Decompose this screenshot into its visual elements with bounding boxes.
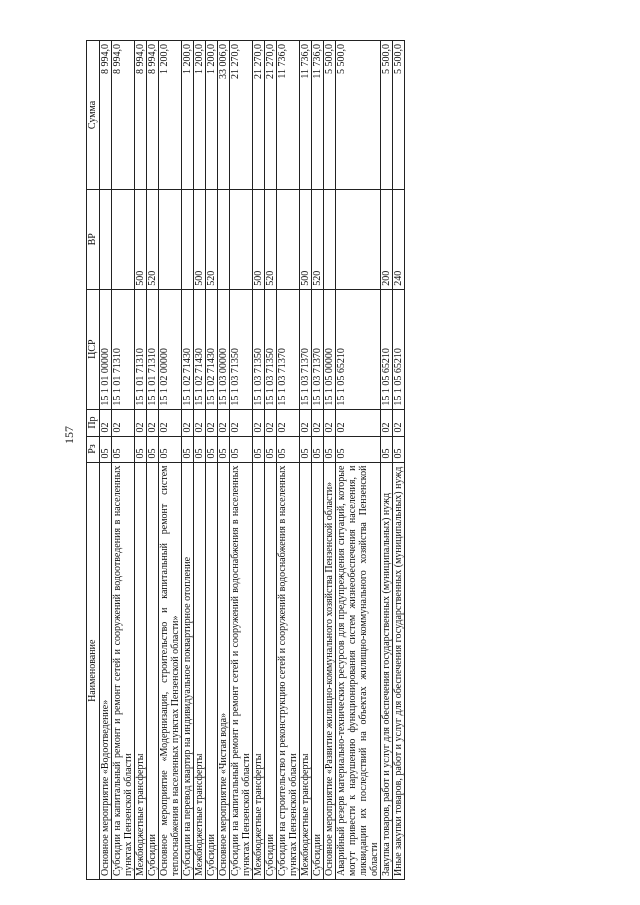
- cell-csr: 15 1 03 00000: [218, 289, 230, 409]
- cell-rz: 05: [100, 436, 112, 462]
- cell-csr: 15 1 03 71370: [312, 289, 324, 409]
- cell-sum: 11 736,0: [300, 41, 312, 190]
- cell-pr: 02: [393, 409, 405, 436]
- cell-vr: 240: [393, 189, 405, 289]
- cell-pr: 02: [159, 409, 182, 436]
- cell-rz: 05: [265, 436, 277, 462]
- cell-csr: 15 1 01 00000: [100, 289, 112, 409]
- cell-vr: [218, 189, 230, 289]
- cell-pr: 02: [253, 409, 265, 436]
- cell-rz: 05: [312, 436, 324, 462]
- cell-name: Основное мероприятие «Чистая вода»: [218, 462, 230, 879]
- table-row: [218, 41, 230, 880]
- cell-csr: 15 1 03 71370: [300, 289, 312, 409]
- cell-vr: [230, 189, 253, 289]
- cell-rz: 05: [194, 436, 206, 462]
- cell-vr: 520: [147, 189, 159, 289]
- cell-name: Межбюджетные трансферты: [194, 462, 206, 879]
- cell-name: Основное мероприятие «Развитие жилищно-коммунального хозяйства Пензенской области»: [324, 462, 336, 879]
- cell-rz: 05: [381, 436, 393, 462]
- cell-sum: 11 736,0: [277, 41, 300, 190]
- cell-csr: 15 1 03 71350: [230, 289, 253, 409]
- table-row: [135, 41, 147, 880]
- cell-name: Субсидии на перевод квартир на индивидуальное поквартирное отопление: [182, 462, 194, 879]
- cell-name: Субсидии на капитальный ремонт и ремонт сетей и сооружений водоснабжения в населенных пунктах Пензенской области: [230, 462, 253, 879]
- cell-rz: 05: [159, 436, 182, 462]
- table-row: [300, 41, 312, 880]
- header-pr: Пр: [87, 409, 100, 436]
- cell-vr: [159, 189, 182, 289]
- cell-sum: 1 200,0: [182, 41, 194, 190]
- cell-sum: 11 736,0: [312, 41, 324, 190]
- cell-name: Аварийный резерв материально-технических ресурсов для предупреждения ситуаций, которые могут привести к нарушению функционирования систем жизнеобеспечения населения, и ликвидации их последствий на объектах жилищно-коммунального хозяйства Пензенской области: [336, 462, 381, 879]
- cell-vr: 520: [312, 189, 324, 289]
- cell-pr: 02: [300, 409, 312, 436]
- cell-name: Субсидии на капитальный ремонт и ремонт сетей и сооружений водоотведения в населенных пунктах Пензенской области: [112, 462, 135, 879]
- cell-sum: 21 270,0: [230, 41, 253, 190]
- cell-rz: 05: [182, 436, 194, 462]
- cell-name: Субсидии: [312, 462, 324, 879]
- cell-sum: 8 994,0: [112, 41, 135, 190]
- table-row: [194, 41, 206, 880]
- cell-name: Межбюджетные трансферты: [253, 462, 265, 879]
- cell-pr: 02: [381, 409, 393, 436]
- cell-name: Субсидии: [265, 462, 277, 879]
- cell-csr: 15 1 02 71430: [206, 289, 218, 409]
- table-row: [159, 41, 182, 880]
- cell-sum: 1 200,0: [159, 41, 182, 190]
- cell-csr: 15 1 05 00000: [324, 289, 336, 409]
- cell-csr: 15 1 03 71350: [265, 289, 277, 409]
- table-row: [230, 41, 253, 880]
- cell-vr: 500: [194, 189, 206, 289]
- cell-vr: [324, 189, 336, 289]
- cell-sum: 21 270,0: [265, 41, 277, 190]
- cell-sum: 5 500,0: [393, 41, 405, 190]
- cell-sum: 1 200,0: [206, 41, 218, 190]
- table-row: [100, 41, 112, 880]
- cell-pr: 02: [277, 409, 300, 436]
- cell-pr: 02: [312, 409, 324, 436]
- rotated-page-content: [86, 40, 538, 880]
- cell-name: Межбюджетные трансферты: [300, 462, 312, 879]
- cell-name: Иные закупки товаров, работ и услуг для обеспечения государственных (муниципальных) нужд: [393, 462, 405, 879]
- cell-sum: 5 500,0: [381, 41, 393, 190]
- cell-csr: 15 1 03 71350: [253, 289, 265, 409]
- cell-name: Основное мероприятие «Водоотведение»: [100, 462, 112, 879]
- header-name: Наименование: [87, 462, 100, 879]
- cell-vr: [277, 189, 300, 289]
- cell-sum: 1 200,0: [194, 41, 206, 190]
- cell-vr: [336, 189, 381, 289]
- table-row: [182, 41, 194, 880]
- cell-rz: 05: [147, 436, 159, 462]
- cell-csr: 15 1 02 00000: [159, 289, 182, 409]
- header-csr: ЦСР: [87, 289, 100, 409]
- cell-name: Закупка товаров, работ и услуг для обеспечения государственных (муниципальных) нужд: [381, 462, 393, 879]
- cell-rz: 05: [206, 436, 218, 462]
- cell-vr: 520: [265, 189, 277, 289]
- cell-rz: 05: [253, 436, 265, 462]
- cell-csr: 15 1 05 65210: [336, 289, 381, 409]
- cell-rz: 05: [336, 436, 381, 462]
- cell-pr: 02: [336, 409, 381, 436]
- cell-vr: 500: [300, 189, 312, 289]
- cell-pr: 02: [100, 409, 112, 436]
- table-row: [206, 41, 218, 880]
- table-header-row: [87, 41, 100, 880]
- cell-vr: [112, 189, 135, 289]
- cell-pr: 02: [324, 409, 336, 436]
- cell-vr: 200: [381, 189, 393, 289]
- cell-pr: 02: [135, 409, 147, 436]
- budget-table: [86, 40, 405, 880]
- page-number: 157: [62, 426, 76, 444]
- cell-sum: 21 270,0: [253, 41, 265, 190]
- cell-vr: [100, 189, 112, 289]
- cell-rz: 05: [324, 436, 336, 462]
- table-row: [336, 41, 381, 880]
- cell-pr: 02: [147, 409, 159, 436]
- cell-rz: 05: [135, 436, 147, 462]
- header-rz: Рз: [87, 436, 100, 462]
- table-row: [265, 41, 277, 880]
- table-row: [112, 41, 135, 880]
- cell-pr: 02: [182, 409, 194, 436]
- cell-rz: 05: [218, 436, 230, 462]
- cell-vr: 500: [135, 189, 147, 289]
- cell-pr: 02: [112, 409, 135, 436]
- header-sum: Сумма: [87, 41, 100, 190]
- table-row: [381, 41, 393, 880]
- cell-vr: [182, 189, 194, 289]
- header-vr: ВР: [87, 189, 100, 289]
- table-row: [324, 41, 336, 880]
- cell-name: Субсидии на строительство и реконструкцию сетей и сооружений водоснабжения в населенных пунктах Пензенской области: [277, 462, 300, 879]
- cell-rz: 05: [230, 436, 253, 462]
- cell-csr: 15 1 03 71370: [277, 289, 300, 409]
- table-row: [253, 41, 265, 880]
- cell-pr: 02: [265, 409, 277, 436]
- cell-rz: 05: [393, 436, 405, 462]
- cell-name: Межбюджетные трансферты: [135, 462, 147, 879]
- cell-csr: 15 1 01 71310: [147, 289, 159, 409]
- cell-name: Субсидии: [206, 462, 218, 879]
- cell-sum: 5 500,0: [324, 41, 336, 190]
- cell-csr: 15 1 05 65210: [393, 289, 405, 409]
- cell-csr: 15 1 05 65210: [381, 289, 393, 409]
- table-row: [147, 41, 159, 880]
- cell-pr: 02: [194, 409, 206, 436]
- table-row: [277, 41, 300, 880]
- cell-name: Субсидии: [147, 462, 159, 879]
- cell-pr: 02: [230, 409, 253, 436]
- cell-csr: 15 1 02 71430: [182, 289, 194, 409]
- cell-sum: 8 994,0: [135, 41, 147, 190]
- cell-vr: 500: [253, 189, 265, 289]
- cell-pr: 02: [218, 409, 230, 436]
- cell-pr: 02: [206, 409, 218, 436]
- cell-csr: 15 1 02 71430: [194, 289, 206, 409]
- cell-sum: 8 994,0: [147, 41, 159, 190]
- cell-sum: 5 500,0: [336, 41, 381, 190]
- cell-csr: 15 1 01 71310: [135, 289, 147, 409]
- table-row: [393, 41, 405, 880]
- cell-vr: 520: [206, 189, 218, 289]
- cell-name: Основное мероприятие «Модернизация, строительство и капитальный ремонт систем теплоснабжения в населенных пунктах Пензенской области»: [159, 462, 182, 879]
- cell-csr: 15 1 01 71310: [112, 289, 135, 409]
- cell-rz: 05: [300, 436, 312, 462]
- cell-rz: 05: [112, 436, 135, 462]
- cell-sum: 33 006,0: [218, 41, 230, 190]
- cell-rz: 05: [277, 436, 300, 462]
- cell-sum: 8 994,0: [100, 41, 112, 190]
- table-row: [312, 41, 324, 880]
